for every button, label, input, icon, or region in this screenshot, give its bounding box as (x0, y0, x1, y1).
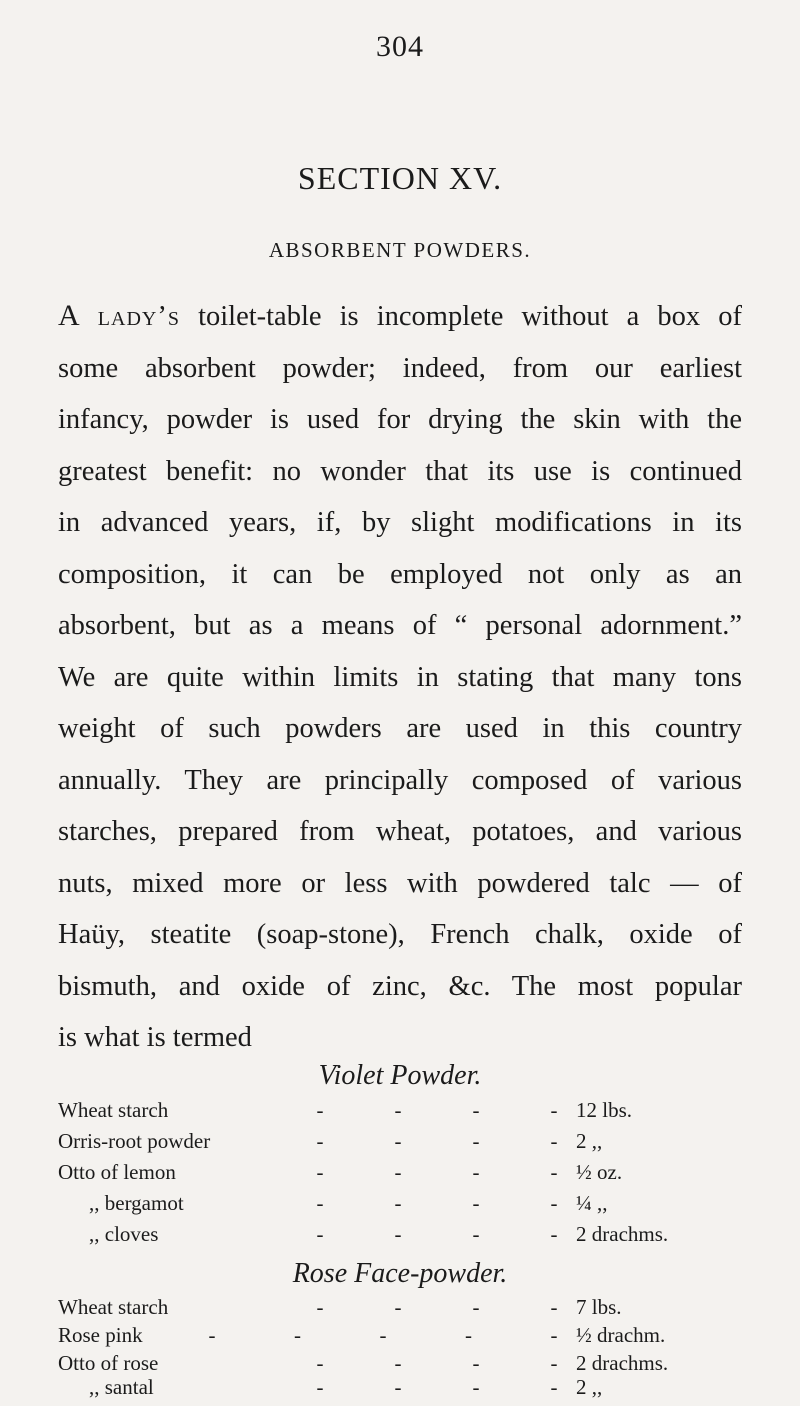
body-line-5: composition, it can be employed not only as an (58, 558, 742, 590)
quantity: ½ oz. (576, 1160, 623, 1184)
quantity: 2 drachms. (576, 1222, 669, 1246)
recipe-row (58, 1321, 758, 1349)
recipe-title-rose-face-powder: Rose Face-powder. (292, 1258, 508, 1289)
recipe-title-violet-powder: Violet Powder. (318, 1060, 482, 1091)
body-line-10: starches, prepared from wheat, potatoes, and various (58, 816, 742, 847)
leader-dashes: - - - - (316, 1295, 558, 1319)
body-line-0 (58, 290, 742, 343)
lead-letter: A (58, 299, 80, 332)
recipe-row (58, 1189, 758, 1217)
quantity: 2 ,, (576, 1375, 603, 1399)
body-line-3: greatest benefit: no wonder that its use is continued (58, 455, 742, 487)
leader-dashes: - - - - (316, 1191, 558, 1215)
ingredient: Wheat starch (58, 1098, 169, 1122)
leader-dashes: - - - - (316, 1222, 558, 1246)
ingredient: ,, cloves (89, 1222, 159, 1246)
body-line-7: We are quite within limits in stating that many tons (58, 661, 742, 693)
recipe-row (58, 1127, 758, 1155)
body-line-4: in advanced years, if, by slight modifications in its (58, 507, 742, 538)
body-line-8: weight of such powders are used in this country (58, 713, 742, 744)
quantity: 7 lbs. (576, 1295, 622, 1319)
leader-dashes: - - - - (316, 1160, 558, 1184)
lead-smallcaps: lady’s (97, 301, 180, 332)
leader-dashes: - - - - (316, 1098, 558, 1122)
quantity: ¼ ,, (576, 1191, 608, 1215)
quantity: ½ drachm. (576, 1323, 666, 1347)
section-subtitle: ABSORBENT POWDERS. (268, 238, 532, 262)
body-line-text: toilet-table is incomplete without a box of (198, 301, 743, 332)
body-line-11: nuts, mixed more or less with powdered talc — of (58, 867, 742, 899)
recipe-row (58, 1373, 758, 1401)
section-title: SECTION XV. (297, 160, 503, 196)
quantity: 12 lbs. (576, 1098, 633, 1122)
recipe-row (58, 1220, 758, 1248)
ingredient: Wheat starch (58, 1295, 169, 1319)
body-line-14: is what is termed (58, 1022, 252, 1053)
recipe-row (58, 1096, 758, 1124)
page-number: 304 (376, 30, 424, 63)
body-line-12: Haüy, steatite (soap-stone), French chalk, oxide of (58, 919, 742, 950)
leader-dashes: - - - - (316, 1351, 558, 1375)
body-line-9: annually. They are principally composed of various (58, 764, 742, 796)
leader-dashes: - - - - (316, 1129, 558, 1153)
ingredient: ,, bergamot (89, 1191, 184, 1215)
body-line-2: infancy, powder is used for drying the skin with the (58, 404, 742, 435)
ingredient: Otto of rose (58, 1351, 159, 1375)
body-line-13: bismuth, and oxide of zinc, &c. The most popular (58, 970, 742, 1002)
quantity: 2 ,, (576, 1129, 603, 1153)
body-line-6: absorbent, but as a means of “ personal adornment.” (58, 610, 742, 641)
ingredient: Rose pink (58, 1323, 143, 1347)
ingredient: Orris-root powder (58, 1129, 211, 1153)
ingredient: ,, santal (89, 1375, 154, 1399)
recipe-row (58, 1158, 758, 1186)
recipe-row (58, 1293, 758, 1321)
body-paragraph (58, 290, 742, 1064)
leader-dashes: - - - - (316, 1375, 558, 1399)
leader-dashes: - - - - - (208, 1323, 558, 1347)
ingredient: Otto of lemon (58, 1160, 176, 1184)
quantity: 2 drachms. (576, 1351, 669, 1375)
body-line-1: some absorbent powder; indeed, from our earliest (58, 352, 742, 384)
